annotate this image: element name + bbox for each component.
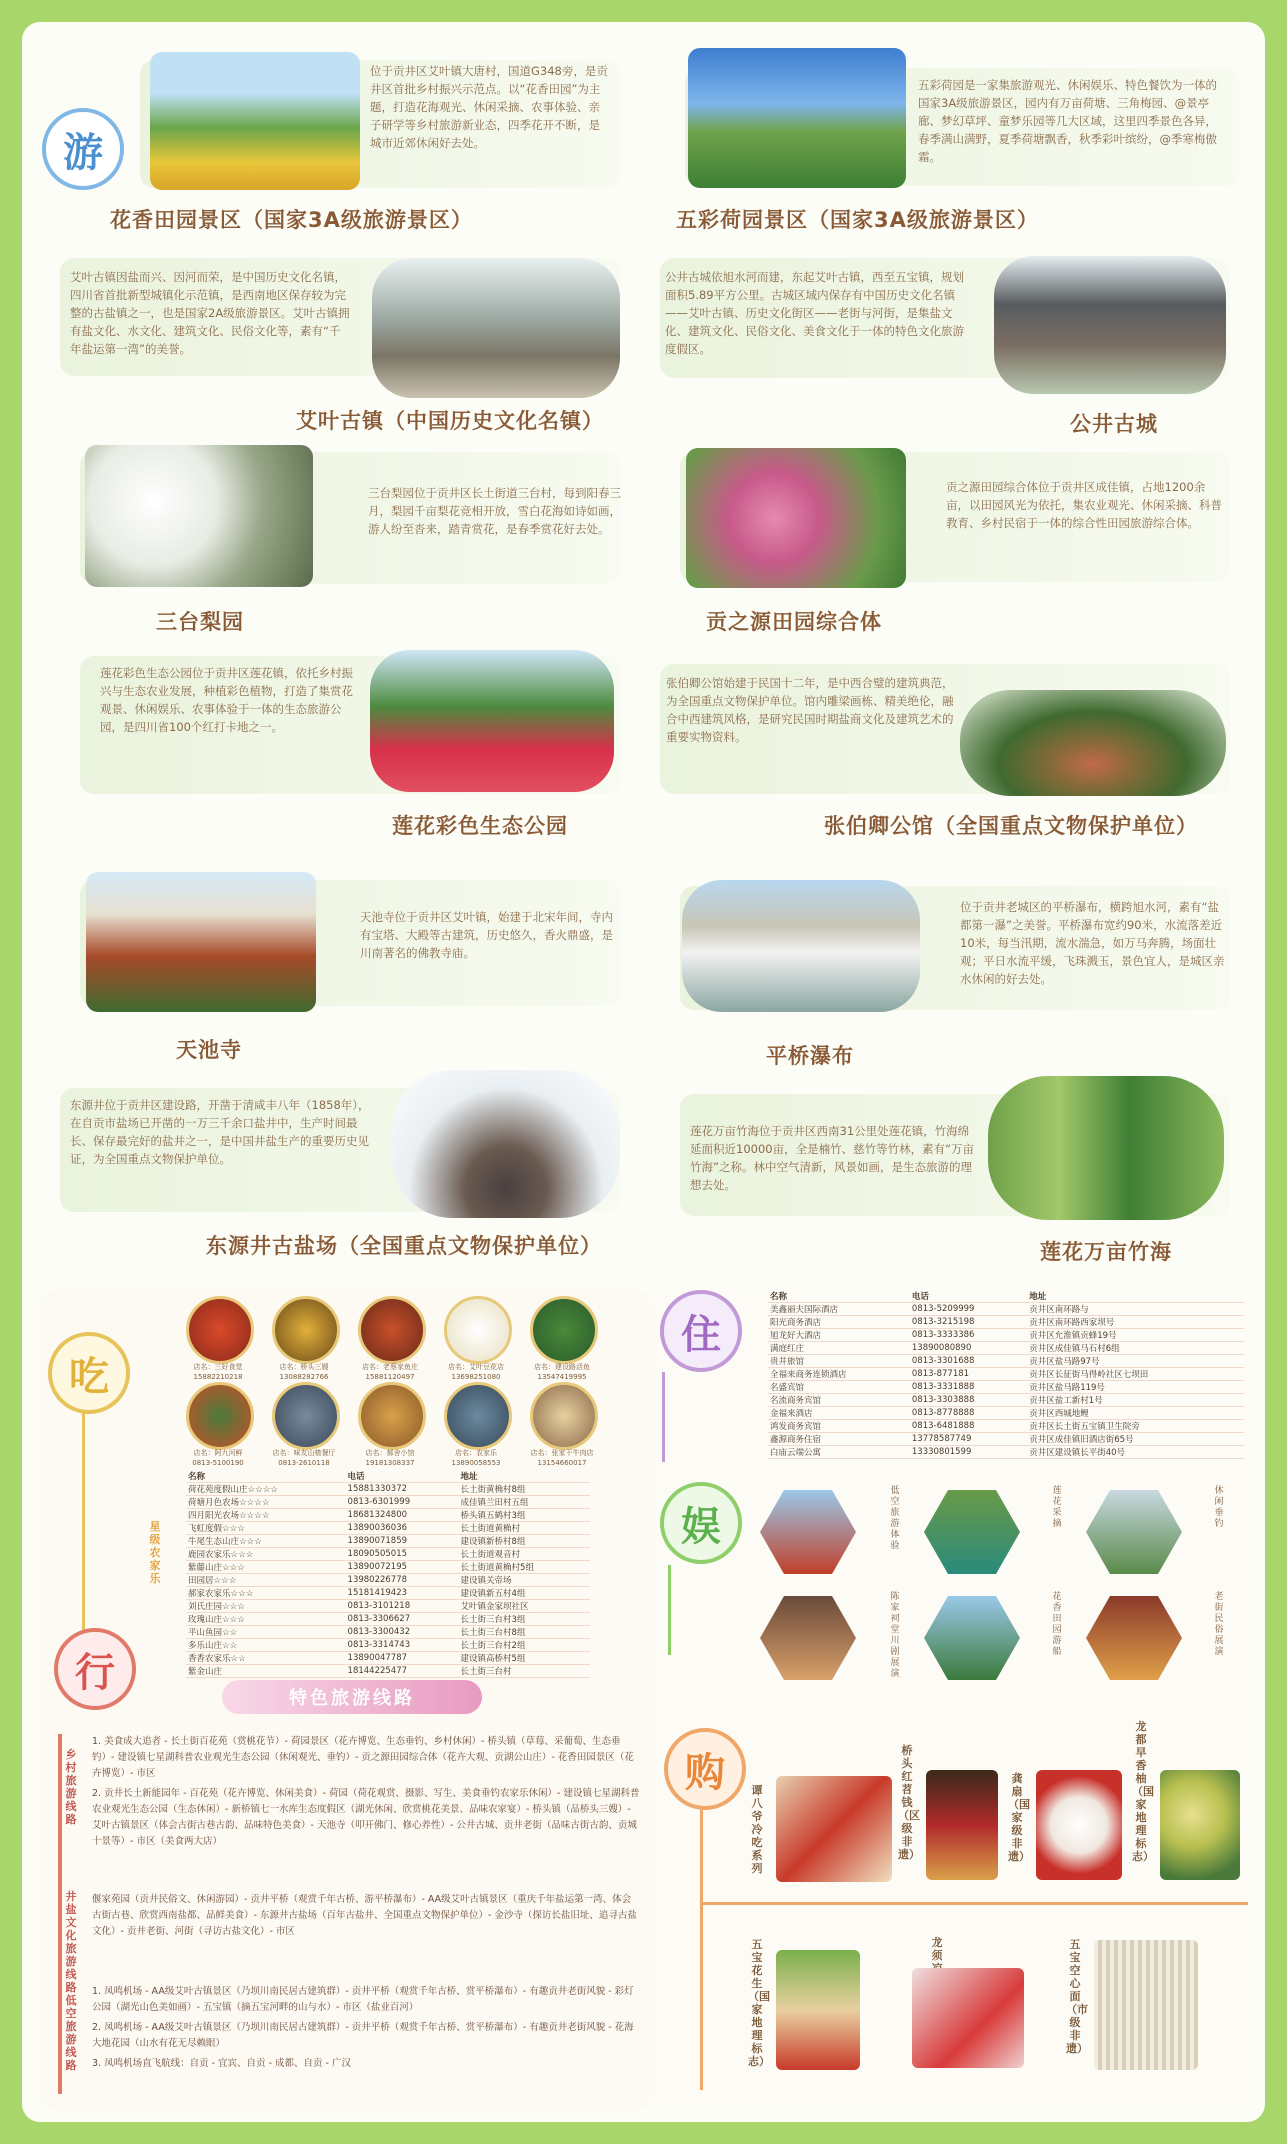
farm-side-label: 星级农家乐: [149, 1520, 161, 1585]
route-line-3-2: 2. 凤鸣机场 - AA级艾叶古镇景区（乃坝川南民居古建筑群）- 贡井平桥（观赏千年古桥、赏平桥瀑布）- 有趣贡井老街风貌 - 花海大地花园（山水有花无尽赖眼）: [92, 2022, 634, 2049]
attraction-desc-7: 莲花彩色生态公园位于贡井区莲花镇，依托乡村振兴与生态农业发展，种植彩色植物，打造了集赏花观景、休闲娱乐、农事体验于一体的生态旅游公园，是四川省100个红打卡地之一。: [100, 666, 353, 734]
farm-row: 紫金山庄 18144225477 长土街三台村: [186, 1665, 590, 1678]
section-badge-gou: [664, 1728, 746, 1810]
section-label-yu: 娱: [681, 1503, 721, 1550]
shop-photo-5: [776, 1950, 860, 2070]
zhu-vine-line: [662, 1372, 665, 1462]
attraction-title-3: 艾叶古镇（中国历史文化名镇）: [296, 409, 604, 433]
section-label-zhu: 住: [681, 1311, 721, 1358]
attraction-desc-4: 公井古城依旭水河而建，东起艾叶古镇，西至五宝镇，规划面积5.89平方公里。古城区域内保存有中国历史文化名镇——艾叶古镇、历史文化街区——老街与河街，是集盐文化、建筑文化、民俗文化、美食文化于一体的特色文化旅游度假区。: [665, 270, 964, 356]
attraction-desc-5: 三台梨园位于贡井区长土街道三台村，每到阳春三月，梨园千亩梨花竞相开放，雪白花海如诗如画，游人纷至沓来，踏青赏花，是春季赏花好去处。: [368, 486, 621, 536]
food-caption-1: 店名：三好食堂 15882210218: [193, 1363, 243, 1381]
farm-row: 平山鱼园☆☆ 0813-3300432 长土街三台村8组: [186, 1626, 590, 1639]
farm-row: 四月阳光农场☆☆☆☆ 18681324800 桥头镇五鹤村3组: [186, 1509, 590, 1522]
farm-row: 刘氏庄园☆☆☆ 0813-3101218 艾叶镇金家坝社区: [186, 1600, 590, 1613]
food-caption-8: 店名：郝舍小馆 19181308337: [365, 1449, 415, 1467]
hotel-row: 满庭红庄 13890080890 贡井区成佳镇马石村6组: [768, 1342, 1244, 1355]
photo-gongjing-city: [994, 256, 1226, 394]
attraction-desc-8: 张伯卿公馆始建于民国十二年，是中西合璧的建筑典范，为全国重点文物保护单位。馆内雕梁画栋、精美绝伦，融合中西建筑风格，是研究民国时期盐商文化及建筑艺术的重要实物资料。: [666, 676, 954, 744]
hotel-row: 旭龙好大酒店 0813-3333386 贡井区允淮镇贡蜂19号: [768, 1329, 1244, 1342]
attraction-desc-11: 东源井位于贡井区建设路，开凿于清咸丰八年（1858年），在自贡市盐场已开凿的一万三千余口盐井中，生产时间最长、保存最完好的盐井之一，是中国井盐生产的重要历史见证，为全国重点文物保护单位。: [70, 1098, 370, 1166]
farm-row: 玫瑰山庄☆☆☆ 0813-3306627 长土街三台村3组: [186, 1613, 590, 1626]
shop-label-1: 谭八爷冷吃系列: [751, 1784, 763, 1875]
attraction-title-7: 莲花彩色生态公园: [392, 814, 568, 838]
attraction-desc-9: 天池寺位于贡井区艾叶镇，始建于北宋年间，寺内有宝塔、大殿等古建筑，历史悠久，香火鼎盛，是川南著名的佛教寺庙。: [360, 910, 613, 960]
section-badge-xing: [54, 1628, 136, 1710]
ent-caption-3: 休闲垂钓: [1214, 1486, 1224, 1529]
hotel-row: 名流商务宾馆 0813-3303888 贡井区盐工新村1号: [768, 1394, 1244, 1407]
hotel-row: 美鑫丽夫国际酒店 0813-5209999 贡井区南环路与: [768, 1303, 1244, 1316]
shop-photo-7: [1094, 1940, 1198, 2070]
route-line-3-1: 1. 凤鸣机场 - AA级艾叶古镇景区（乃坝川南民居古建筑群）- 贡井平桥（观赏千年古桥、赏平桥瀑布）- 有趣贡井老街风貌 - 彩灯公园（湖光山色美如画）- 五宝镇（摘五宝河畔的山与水）- 市区（盐业百河）: [92, 1986, 634, 2013]
section-label-xing: 行: [75, 1649, 115, 1696]
attraction-desc-1: 位于贡井区艾叶镇大唐村，国道G348旁，是贡井区首批乡村振兴示范点。以“花香田园”为主题，打造花海观光、休闲采摘、农事体验、亲子研学等乡村旅游新业态，四季花开不断，是城市近郊休闲好去处。: [370, 64, 608, 150]
attraction-title-10: 平桥瀑布: [766, 1044, 854, 1068]
section-label-chi: 吃: [69, 1353, 109, 1400]
food-caption-6: 店名：阿九河鲜 0813-5100190: [192, 1449, 244, 1467]
farm-row: 田园居☆☆☆ 13980226778 建设镇关帝场: [186, 1574, 590, 1587]
photo-flower-field: [150, 52, 360, 190]
attraction-title-9: 天池寺: [176, 1038, 242, 1062]
shop-label-6: 龙须: [931, 1936, 943, 1962]
ent-caption-1: 低空旅游体验: [890, 1486, 900, 1551]
section-label-gou: 购: [685, 1749, 725, 1796]
farm-row: 飞虹度假☆☆☆ 13890036036 长土街道黄桷村: [186, 1522, 590, 1535]
section-badge-chi: [48, 1332, 130, 1414]
section-badge-yu: [660, 1482, 742, 1564]
shop-label-2: 桥头红苕钱（区级非遗）: [898, 1744, 920, 1861]
photo-bamboo-sea: [988, 1076, 1224, 1220]
ent-caption-6: 老街民俗展演: [1214, 1592, 1224, 1657]
hotel-table-header: 名称 电话 地址: [768, 1290, 1244, 1303]
farm-row: 紫藤山庄☆☆☆ 13890072195 长土街道黄桷村5组: [186, 1561, 590, 1574]
route-group-2: [92, 1892, 640, 1976]
farm-row: 多乐山庄☆☆ 0813-3314743 长土街三台村2组: [186, 1639, 590, 1652]
section-label-you: 游: [63, 129, 103, 176]
hotel-row: 贵井旅馆 0813-3301688 贡井区盐马路97号: [768, 1355, 1244, 1368]
shop-photo-4: [1160, 1770, 1240, 1880]
ent-caption-5: 花香田园游船: [1052, 1592, 1062, 1657]
attraction-desc-12: 莲花万亩竹海位于贡井区西南31公里处莲花镇，竹海绵延面积近10000亩，全是楠竹、慈竹等竹林，素有“万亩竹海”之称。林中空气清新，风景如画，是生态旅游的理想去处。: [690, 1124, 975, 1192]
food-caption-5: 店名：建设路活鱼 13547419995: [534, 1363, 590, 1381]
route-line-1-1: 1. 美食成大追者 - 长土街百花苑（赏桃花节）- 荷园景区（花卉博览、生态垂钓、乡村休闲）- 桥头镇（草莓、采葡萄、生态垂钓）- 建设镇七星湖科普农业观光生态公园（休闲观光、垂钓）- 贡之源田园综合体（花卉大观、贡湖公山庄）- 花香田园景区（花卉博览）- 市区: [92, 1736, 634, 1779]
hotel-row: 白庙云端公寓 13330801599 贡井区建设镇长平街40号: [768, 1446, 1244, 1459]
gou-vine-line: [700, 1810, 703, 2090]
photo-zhang-boqing: [960, 690, 1226, 796]
food-photo-2: [272, 1296, 340, 1364]
yu-vine-line: [668, 1565, 671, 1655]
shop-photo-2: [926, 1770, 998, 1880]
attraction-title-5: 三台梨园: [156, 610, 244, 634]
photo-gongzhiyuan: [686, 448, 906, 588]
attraction-title-11: 东源井古盐场（全国重点文物保护单位）: [206, 1234, 602, 1258]
food-photo-4: [444, 1296, 512, 1364]
shop-photo-6: [912, 1968, 1024, 2068]
hotel-row: 鑫源商务住宿 13778587749 贡井区成佳镇旧酒店街65号: [768, 1433, 1244, 1446]
food-photo-3: [358, 1296, 426, 1364]
section-badge-you: [42, 108, 124, 190]
route-group-3: [92, 1984, 640, 2094]
hotel-table-wrap: [768, 1290, 1244, 1460]
photo-tianchi-temple: [86, 872, 316, 1012]
farm-row: 荷塘月色农场☆☆☆☆ 0813-6301999 成佳镇兰田村五组: [186, 1496, 590, 1509]
route-label-2: 井盐文化旅游线路: [65, 1890, 77, 1994]
farm-table-header: 名称 电话 地址: [186, 1470, 590, 1483]
section-badge-zhu: [660, 1290, 742, 1372]
food-caption-10: 店名：张家干牛肉店 13154660017: [530, 1449, 594, 1467]
ent-caption-4: 陈家祠堂川剧展演: [890, 1592, 900, 1679]
farm-table: [186, 1470, 590, 1678]
attraction-title-1: 花香田园景区（国家3A级旅游景区）: [110, 208, 473, 232]
food-photo-8: [358, 1382, 426, 1450]
attraction-title-12: 莲花万亩竹海: [1040, 1240, 1172, 1264]
hotel-row: 鸿发商务宾馆 0813-6481888 贡井区长土街五宝镇卫生院旁: [768, 1420, 1244, 1433]
attraction-title-6: 贡之源田园综合体: [706, 610, 882, 634]
food-photo-10: [530, 1382, 598, 1450]
attraction-desc-10: 位于贡井老城区的平桥瀑布，横跨旭水河，素有“盐都第一瀑”之美誉。平桥瀑布宽约90米，水流落差近10米，每当汛期，流水湍急，如万马奔腾，场面壮观；平日水流平缓，飞珠溅玉，景色宜人，是城区亲水休闲的好去处。: [960, 900, 1225, 986]
farm-table-wrap: [186, 1470, 590, 1677]
route-line-1-2: 2. 贡井长土新能园年 - 百花苑（花卉博览、休闲美食）- 荷园（荷花观赏、摄影、写生、美食垂钓农家乐休闲）- 建设镇七星湖科普农业观光生态公园（生态休闲）- 新桥镇七一水库生态度假区（湖光休闲、欣赏桃花美景、品味农家宴）- 桥头镇（品桥头三嫂）- 艾叶古镇景区（体会古街古巷古韵、品味特色美食）- 天池寺（叩开佛门、修心养性）- 公井古城、贡井老街（品味古街古韵、贡城十景等）- 市区（美食两大店）: [92, 1788, 640, 1847]
hotel-table: [768, 1290, 1244, 1459]
farm-row: 荷花苑度假山庄☆☆☆☆ 15881330372 长土街黄桷村8组: [186, 1483, 590, 1496]
farm-row: 郝家农家乐☆☆☆ 15181419423 建设镇新五村4组: [186, 1587, 590, 1600]
food-caption-3: 店名：老蔡家鱼庄 15881120497: [362, 1363, 418, 1381]
photo-dongyuan-salt-well: [392, 1070, 620, 1218]
hotel-row: 全福来商务连锁酒店 0813-877181 贡井区长征街马得岭社区七坝田: [768, 1368, 1244, 1381]
photo-pear-garden: [85, 445, 313, 587]
shop-label-4: 龙都早香柚（国家地理标志）: [1132, 1720, 1154, 1863]
route-label-1: 乡村旅游线路: [65, 1748, 77, 1826]
food-caption-4: 店名：艾叶豆花店 13698251080: [448, 1363, 504, 1381]
food-caption-7: 店名：味友山楂餐厅 0813-2610118: [272, 1449, 336, 1467]
route-banner: 特色旅游线路: [222, 1680, 482, 1714]
food-photo-6: [186, 1382, 254, 1450]
route-label-3: 低空旅游线路: [65, 1994, 77, 2072]
attraction-title-8: 张伯卿公馆（全国重点文物保护单位）: [824, 814, 1198, 838]
food-photo-5: [530, 1296, 598, 1364]
gou-divider-line: [700, 1902, 1248, 1905]
food-photo-9: [444, 1382, 512, 1450]
food-photo-1: [186, 1296, 254, 1364]
photo-lianhua-park: [370, 650, 614, 792]
hotel-row: 阳光商务酒店 0813-3215198 贡井区南环路西家坝号: [768, 1316, 1244, 1329]
photo-aiye-town: [372, 258, 620, 398]
attraction-title-4: 公井古城: [1070, 412, 1158, 436]
farm-row: 香香农家乐☆☆ 13890047787 建设镇高桥村5组: [186, 1652, 590, 1665]
chi-vine-line: [82, 1410, 85, 1640]
hotel-row: 金福来酒店 0813-8778888 贡井区西城地鲤: [768, 1407, 1244, 1420]
ent-caption-2: 莲花采摘: [1052, 1486, 1062, 1529]
shop-label-3: 龚扇（国家级非遗）: [1008, 1772, 1030, 1863]
shop-photo-3: [1036, 1770, 1122, 1880]
farm-row: 牛尾生态山庄☆☆☆ 13890071859 建设镇新桥村8组: [186, 1535, 590, 1548]
shop-label-5: 五宝花生（国家地理标志）: [748, 1938, 770, 2068]
attraction-desc-6: 贡之源田园综合体位于贡井区成佳镇，占地1200余亩，以田园风光为依托，集农业观光、休闲采摘、科普教育、乡村民宿于一体的综合性田园旅游综合体。: [946, 480, 1222, 530]
route-line-3-3: 3. 凤鸣机场直飞航线：自贡 - 宜宾、自贡 - 成都、自贡 - 广汉: [92, 2058, 351, 2069]
attraction-desc-3: 艾叶古镇因盐而兴、因河而荣，是中国历史文化名镇，四川省首批新型城镇化示范镇，是西南地区保存较为完整的古盐镇之一，也是国家2A级旅游景区。艾叶古镇拥有盐文化、水文化、建筑文化、民俗文化等，素有“千年盐运第一湾”的美誉。: [70, 270, 350, 356]
shop-label-7: 五宝空心面（市级非遗）: [1066, 1938, 1088, 2055]
food-caption-9: 店名：农家乐 13890058553: [451, 1449, 501, 1467]
route-group-1: [92, 1734, 640, 1884]
shop-photo-1: [776, 1776, 892, 1882]
photo-lotus-garden: [688, 48, 906, 188]
route-line-2-1: 偃家苑园（贡井民俗文、休闲游园）- 贡井平桥（观赏千年古桥、游平桥瀑布）- AA级艾叶古镇景区（重庆千年盐运第一湾、体会古街古巷、欣赏西南盐都、品鲜美食）- 东源井古盐场（百年古盐井、全国重点文物保护单位）- 金沙寺（探访长盐旧址、追寻古盐文化）- 贡井老街、河街（寻访古盐文化）- 市区: [92, 1894, 637, 1937]
attraction-desc-2: 五彩荷园是一家集旅游观光、休闲娱乐、特色餐饮为一体的国家3A级旅游景区，园内有万亩荷塘、三角梅园、@景亭廊、梦幻草坪、童梦乐园等几大区域，这里四季景色各异，春季满山满野，夏季荷塘飘香，秋季彩叶缤纷，@季寒梅傲霜。: [918, 78, 1217, 164]
attraction-title-2: 五彩荷园景区（国家3A级旅游景区）: [676, 208, 1039, 232]
farm-row: 鹿园农家乐☆☆☆ 18090505015 长土街道观音村: [186, 1548, 590, 1561]
food-photo-7: [272, 1382, 340, 1450]
photo-pingqiao-waterfall: [682, 880, 920, 1012]
hotel-row: 名盛宾馆 0813-3331888 贡井区盐马路119号: [768, 1381, 1244, 1394]
food-caption-2: 店名：桥头三嫂 13088282766: [279, 1363, 329, 1381]
